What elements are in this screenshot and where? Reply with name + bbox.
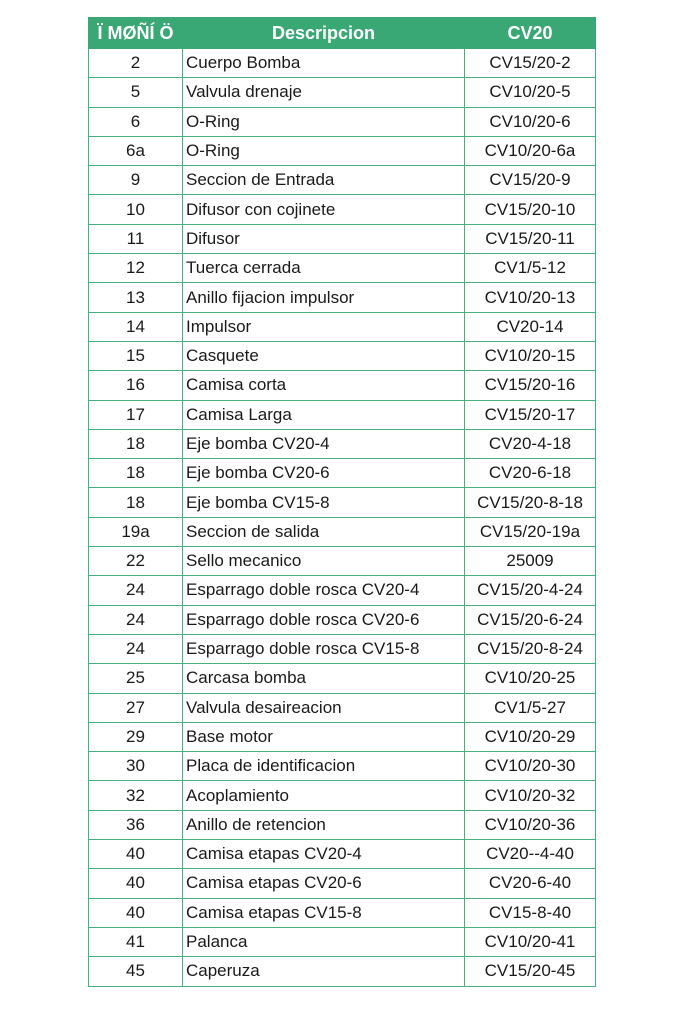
table-row — [89, 429, 596, 458]
part-code-cell: CV15/20-19a — [465, 517, 596, 546]
table-row — [89, 400, 596, 429]
parts-table — [88, 17, 596, 987]
table-row — [89, 283, 596, 312]
description-cell: Seccion de salida — [183, 517, 465, 546]
description-cell: Palanca — [183, 927, 465, 956]
description-cell: Camisa etapas CV20-4 — [183, 840, 465, 869]
table-row — [89, 722, 596, 751]
table-row — [89, 634, 596, 663]
part-code-cell: CV15/20-8-18 — [465, 488, 596, 517]
item-number-cell: 25 — [89, 664, 183, 693]
part-code-cell: CV15/20-10 — [465, 195, 596, 224]
description-cell: Sello mecanico — [183, 547, 465, 576]
description-cell: Camisa etapas CV20-6 — [183, 869, 465, 898]
description-cell: Caperuza — [183, 957, 465, 986]
table-row — [89, 810, 596, 839]
description-cell: Seccion de Entrada — [183, 166, 465, 195]
description-cell: Eje bomba CV15-8 — [183, 488, 465, 517]
description-cell: Esparrago doble rosca CV20-6 — [183, 605, 465, 634]
part-code-cell: CV1/5-12 — [465, 254, 596, 283]
description-cell: Placa de identificacion — [183, 752, 465, 781]
table-row — [89, 781, 596, 810]
part-code-cell: CV10/20-29 — [465, 722, 596, 751]
description-cell: Anillo fijacion impulsor — [183, 283, 465, 312]
part-code-cell: CV15/20-11 — [465, 224, 596, 253]
item-number-cell: 18 — [89, 459, 183, 488]
table-row — [89, 459, 596, 488]
description-cell: Valvula desaireacion — [183, 693, 465, 722]
table-row — [89, 254, 596, 283]
part-code-cell: 25009 — [465, 547, 596, 576]
item-number-cell: 2 — [89, 49, 183, 78]
part-code-cell: CV15/20-2 — [465, 49, 596, 78]
part-code-cell: CV20-6-18 — [465, 459, 596, 488]
item-number-cell: 14 — [89, 312, 183, 341]
part-code-cell: CV15/20-17 — [465, 400, 596, 429]
item-number-cell: 41 — [89, 927, 183, 956]
item-number-cell: 24 — [89, 576, 183, 605]
table-row — [89, 312, 596, 341]
description-cell: Esparrago doble rosca CV20-4 — [183, 576, 465, 605]
part-code-cell: CV10/20-6a — [465, 136, 596, 165]
table-row — [89, 605, 596, 634]
description-cell: Anillo de retencion — [183, 810, 465, 839]
item-number-cell: 29 — [89, 722, 183, 751]
table-row — [89, 517, 596, 546]
description-cell: O-Ring — [183, 107, 465, 136]
part-code-cell: CV1/5-27 — [465, 693, 596, 722]
table-row — [89, 664, 596, 693]
table-row — [89, 341, 596, 370]
table-row — [89, 840, 596, 869]
table-row — [89, 927, 596, 956]
item-number-cell: 13 — [89, 283, 183, 312]
table-header-row — [89, 18, 596, 49]
item-number-cell: 15 — [89, 341, 183, 370]
item-number-cell: 16 — [89, 371, 183, 400]
table-body — [89, 49, 596, 987]
part-code-cell: CV10/20-36 — [465, 810, 596, 839]
table-row — [89, 371, 596, 400]
description-cell: O-Ring — [183, 136, 465, 165]
description-cell: Base motor — [183, 722, 465, 751]
description-cell: Esparrago doble rosca CV15-8 — [183, 634, 465, 663]
item-number-cell: 27 — [89, 693, 183, 722]
item-number-cell: 5 — [89, 78, 183, 107]
item-number-cell: 45 — [89, 957, 183, 986]
header-item-number: Ï MØÑÍ Ö — [89, 18, 183, 49]
item-number-cell: 6a — [89, 136, 183, 165]
description-cell: Difusor con cojinete — [183, 195, 465, 224]
item-number-cell: 18 — [89, 488, 183, 517]
item-number-cell: 19a — [89, 517, 183, 546]
description-cell: Acoplamiento — [183, 781, 465, 810]
item-number-cell: 40 — [89, 869, 183, 898]
part-code-cell: CV15/20-45 — [465, 957, 596, 986]
description-cell: Camisa etapas CV15-8 — [183, 898, 465, 927]
table-row — [89, 576, 596, 605]
table-row — [89, 224, 596, 253]
table-row — [89, 547, 596, 576]
item-number-cell: 6 — [89, 107, 183, 136]
table-row — [89, 898, 596, 927]
part-code-cell: CV10/20-25 — [465, 664, 596, 693]
part-code-cell: CV15-8-40 — [465, 898, 596, 927]
header-model-code: CV20 — [465, 18, 596, 49]
item-number-cell: 24 — [89, 605, 183, 634]
table-row — [89, 488, 596, 517]
description-cell: Casquete — [183, 341, 465, 370]
part-code-cell: CV20-6-40 — [465, 869, 596, 898]
description-cell: Eje bomba CV20-6 — [183, 459, 465, 488]
description-cell: Camisa Larga — [183, 400, 465, 429]
description-cell: Impulsor — [183, 312, 465, 341]
item-number-cell: 17 — [89, 400, 183, 429]
part-code-cell: CV10/20-5 — [465, 78, 596, 107]
table-row — [89, 957, 596, 986]
item-number-cell: 9 — [89, 166, 183, 195]
part-code-cell: CV15/20-6-24 — [465, 605, 596, 634]
part-code-cell: CV20-4-18 — [465, 429, 596, 458]
description-cell: Cuerpo Bomba — [183, 49, 465, 78]
description-cell: Camisa corta — [183, 371, 465, 400]
part-code-cell: CV10/20-30 — [465, 752, 596, 781]
item-number-cell: 18 — [89, 429, 183, 458]
part-code-cell: CV15/20-8-24 — [465, 634, 596, 663]
item-number-cell: 40 — [89, 840, 183, 869]
item-number-cell: 40 — [89, 898, 183, 927]
part-code-cell: CV10/20-15 — [465, 341, 596, 370]
table-row — [89, 693, 596, 722]
description-cell: Valvula drenaje — [183, 78, 465, 107]
part-code-cell: CV10/20-32 — [465, 781, 596, 810]
part-code-cell: CV10/20-13 — [465, 283, 596, 312]
part-code-cell: CV15/20-16 — [465, 371, 596, 400]
table-row — [89, 195, 596, 224]
table-row — [89, 136, 596, 165]
part-code-cell: CV20-14 — [465, 312, 596, 341]
part-code-cell: CV10/20-6 — [465, 107, 596, 136]
item-number-cell: 30 — [89, 752, 183, 781]
item-number-cell: 36 — [89, 810, 183, 839]
part-code-cell: CV15/20-4-24 — [465, 576, 596, 605]
description-cell: Carcasa bomba — [183, 664, 465, 693]
part-code-cell: CV15/20-9 — [465, 166, 596, 195]
table-row — [89, 166, 596, 195]
description-cell: Tuerca cerrada — [183, 254, 465, 283]
item-number-cell: 22 — [89, 547, 183, 576]
table-row — [89, 869, 596, 898]
table-row — [89, 752, 596, 781]
table-row — [89, 49, 596, 78]
description-cell: Difusor — [183, 224, 465, 253]
item-number-cell: 24 — [89, 634, 183, 663]
item-number-cell: 11 — [89, 224, 183, 253]
part-code-cell: CV10/20-41 — [465, 927, 596, 956]
item-number-cell: 12 — [89, 254, 183, 283]
item-number-cell: 32 — [89, 781, 183, 810]
item-number-cell: 10 — [89, 195, 183, 224]
header-description: Descripcion — [183, 18, 465, 49]
table-row — [89, 78, 596, 107]
description-cell: Eje bomba CV20-4 — [183, 429, 465, 458]
table-row — [89, 107, 596, 136]
part-code-cell: CV20--4-40 — [465, 840, 596, 869]
